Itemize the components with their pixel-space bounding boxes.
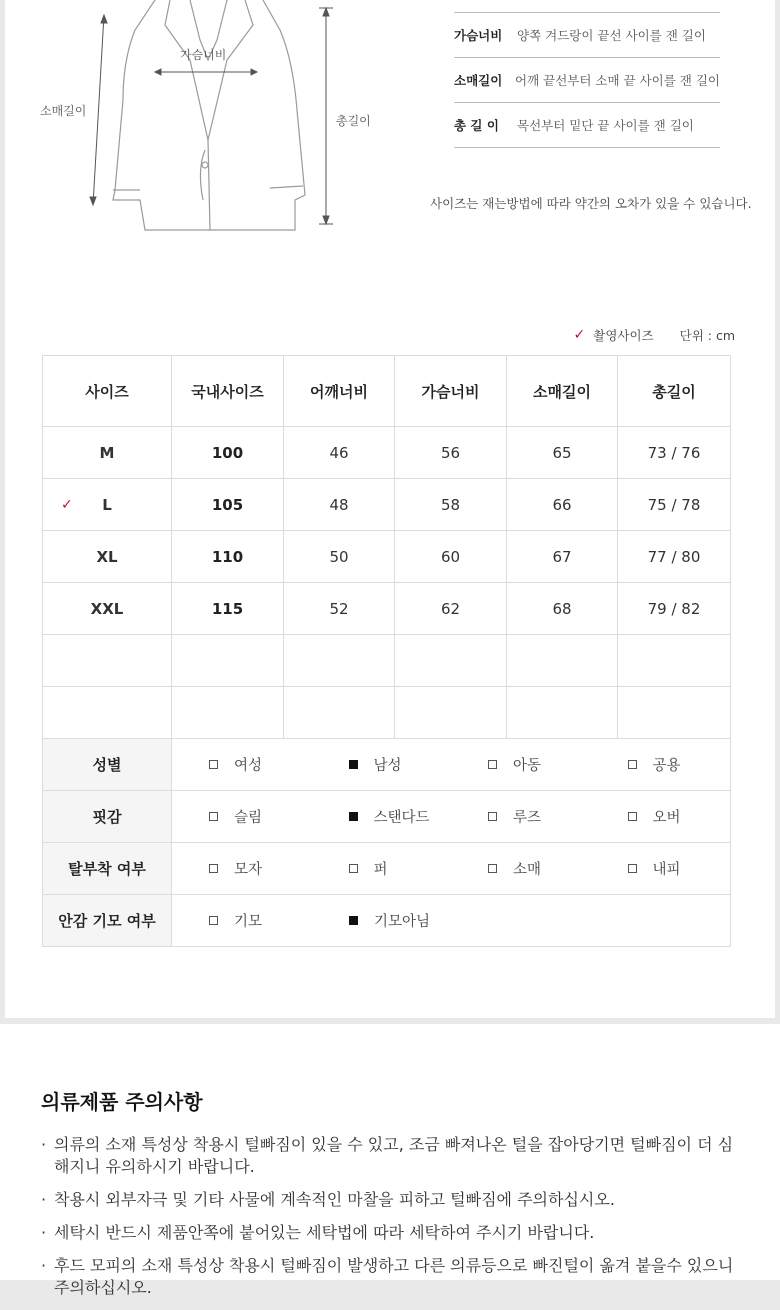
- sleeve-cell: 67: [507, 531, 618, 583]
- option-hood: [172, 858, 312, 879]
- checkbox-empty-icon: [349, 864, 358, 873]
- option-label: 루즈: [513, 810, 542, 826]
- option-label: 기모: [234, 914, 263, 930]
- checkbox-empty-icon: [209, 760, 218, 769]
- domestic-size-cell: 110: [172, 531, 284, 583]
- option-loose: [451, 806, 591, 827]
- checkbox-empty-icon: [488, 760, 497, 769]
- option-lining: [591, 858, 731, 879]
- total-length-cell: 77 / 80: [618, 531, 731, 583]
- option-label: 공용: [652, 758, 681, 774]
- header-size: 사이즈: [43, 356, 172, 427]
- attribute-label: 안감 기모 여부: [43, 895, 172, 947]
- header-shoulder: 어깨너비: [284, 356, 395, 427]
- attribute-label: 탈부착 여부: [43, 843, 172, 895]
- table-row: [43, 479, 731, 531]
- option-slim: [172, 806, 312, 827]
- empty-cell: [43, 687, 172, 739]
- definition-row: [454, 103, 720, 148]
- list-item: · 의류의 소재 특성상 착용시 털빠짐이 있을 수 있고, 조금 빠져나온 털을 잡아당기면 털빠짐이 더 심해지니 유의하시기 바랍니다.: [41, 1134, 741, 1178]
- domestic-size-cell: 105: [172, 479, 284, 531]
- definition-row: [454, 13, 720, 58]
- measurement-note: 사이즈는 재는방법에 따라 약간의 오차가 있을 수 있습니다.: [430, 196, 752, 211]
- list-item: · 세탁시 반드시 제품안쪽에 붙어있는 세탁법에 따라 세탁하여 주시기 바랍니다.: [41, 1222, 741, 1244]
- domestic-size-cell: 115: [172, 583, 284, 635]
- attribute-label: 핏감: [43, 791, 172, 843]
- option-over: [591, 806, 731, 827]
- domestic-size-cell: 100: [172, 427, 284, 479]
- size-cell-text: L: [102, 495, 112, 514]
- chest-label: 가슴너비: [180, 48, 227, 62]
- empty-cell: [618, 635, 731, 687]
- checkbox-filled-icon: [349, 760, 358, 769]
- checkbox-filled-icon: [349, 812, 358, 821]
- size-cell: [43, 479, 172, 531]
- sleeve-cell: 65: [507, 427, 618, 479]
- checkbox-empty-icon: [628, 864, 637, 873]
- option-label: 오버: [652, 810, 681, 826]
- option-male: [312, 754, 452, 775]
- empty-cell: [507, 687, 618, 739]
- size-table: [42, 355, 731, 947]
- chest-cell: 56: [395, 427, 507, 479]
- definition-term: 소매길이: [454, 73, 503, 88]
- empty-cell: [172, 687, 284, 739]
- empty-cell: [284, 687, 395, 739]
- definition-term: 가슴너비: [454, 28, 503, 43]
- attribute-row-fit: [43, 791, 731, 843]
- empty-cell: [284, 635, 395, 687]
- option-label: 남성: [373, 758, 402, 774]
- shoulder-cell: 46: [284, 427, 395, 479]
- size-cell: XXL: [43, 583, 172, 635]
- empty-cell: [507, 635, 618, 687]
- checkbox-empty-icon: [488, 864, 497, 873]
- option-label: 슬림: [234, 810, 263, 826]
- option-label: 기모아님: [374, 914, 431, 930]
- option-label: 소매: [513, 862, 542, 878]
- attribute-row-fleece-lining: [43, 895, 731, 947]
- shoulder-cell: 52: [284, 583, 395, 635]
- option-label: 여성: [234, 758, 263, 774]
- definition-desc: 목선부터 밑단 끝 사이를 잰 길이: [517, 118, 694, 133]
- care-title: 의류제품 주의사항: [41, 1090, 203, 1114]
- attribute-row-gender: [43, 739, 731, 791]
- option-unisex: [591, 754, 731, 775]
- table-row: [43, 427, 731, 479]
- empty-row: [43, 635, 731, 687]
- option-fleece: [172, 910, 312, 931]
- option-standard: [312, 806, 452, 827]
- header-chest: 가슴너비: [395, 356, 507, 427]
- attribute-options: [172, 843, 731, 895]
- checkbox-empty-icon: [488, 812, 497, 821]
- option-label: 내피: [652, 862, 681, 878]
- attribute-label: 성별: [43, 739, 172, 791]
- shoulder-cell: 50: [284, 531, 395, 583]
- option-no-fleece: [312, 910, 452, 931]
- checkbox-empty-icon: [209, 864, 218, 873]
- definition-row: [454, 58, 720, 103]
- size-cell: M: [43, 427, 172, 479]
- definition-term: 총 길 이: [454, 118, 499, 133]
- sleeve-label: 소매길이: [40, 104, 87, 118]
- size-table-header: [43, 356, 731, 427]
- header-total-length: 총길이: [618, 356, 731, 427]
- size-cell: XL: [43, 531, 172, 583]
- check-icon: ✓: [61, 496, 73, 513]
- empty-cell: [172, 635, 284, 687]
- empty-cell: [395, 635, 507, 687]
- attribute-options: [172, 739, 731, 791]
- option-label: 모자: [234, 862, 263, 878]
- list-item: · 후드 모피의 소재 특성상 착용시 털빠짐이 발생하고 다른 의류등으로 빠진털이 옮겨 붙을수 있으니 주의하십시오.: [41, 1255, 741, 1299]
- header-sleeve: 소매길이: [507, 356, 618, 427]
- check-icon: ✓: [573, 327, 586, 343]
- option-fur: [312, 858, 452, 879]
- option-label: 아동: [513, 758, 542, 774]
- definition-desc: 어깨 끝선부터 소매 끝 사이를 잰 길이: [515, 73, 720, 88]
- table-row: [43, 531, 731, 583]
- sleeve-cell: 66: [507, 479, 618, 531]
- chest-cell: 62: [395, 583, 507, 635]
- table-legend: [574, 326, 735, 344]
- table-row: [43, 583, 731, 635]
- total-length-cell: 79 / 82: [618, 583, 731, 635]
- header-domestic-size: 국내사이즈: [172, 356, 284, 427]
- total-length-label: 총길이: [336, 114, 371, 128]
- definitions-top-rule: [454, 0, 720, 13]
- chest-cell: 58: [395, 479, 507, 531]
- option-sleeve: [451, 858, 591, 879]
- checkbox-filled-icon: [349, 916, 358, 925]
- checkbox-empty-icon: [628, 760, 637, 769]
- attribute-row-detachable: [43, 843, 731, 895]
- total-length-cell: 73 / 76: [618, 427, 731, 479]
- unit-label: 단위 : cm: [679, 328, 735, 343]
- option-female: [172, 754, 312, 775]
- measurement-definitions: [454, 0, 720, 148]
- chest-cell: 60: [395, 531, 507, 583]
- attribute-options: [172, 895, 731, 947]
- empty-cell: [43, 635, 172, 687]
- checkbox-empty-icon: [628, 812, 637, 821]
- definition-desc: 양쪽 겨드랑이 끝선 사이를 잰 길이: [517, 28, 706, 43]
- checkbox-empty-icon: [209, 812, 218, 821]
- option-label: 스탠다드: [373, 810, 430, 826]
- option-label: 퍼: [373, 862, 388, 878]
- total-length-cell: 75 / 78: [618, 479, 731, 531]
- empty-cell: [395, 687, 507, 739]
- shoulder-cell: 48: [284, 479, 395, 531]
- empty-row: [43, 687, 731, 739]
- empty-cell: [618, 687, 731, 739]
- sleeve-cell: 68: [507, 583, 618, 635]
- option-kids: [451, 754, 591, 775]
- photographed-size-label: 촬영사이즈: [593, 328, 654, 343]
- attribute-options: [172, 791, 731, 843]
- checkbox-empty-icon: [209, 916, 218, 925]
- list-item: · 착용시 외부자극 및 기타 사물에 계속적인 마찰을 피하고 털빠짐에 주의하십시오.: [41, 1189, 741, 1211]
- jacket-diagram: [5, 0, 425, 250]
- care-list: [41, 1134, 741, 1310]
